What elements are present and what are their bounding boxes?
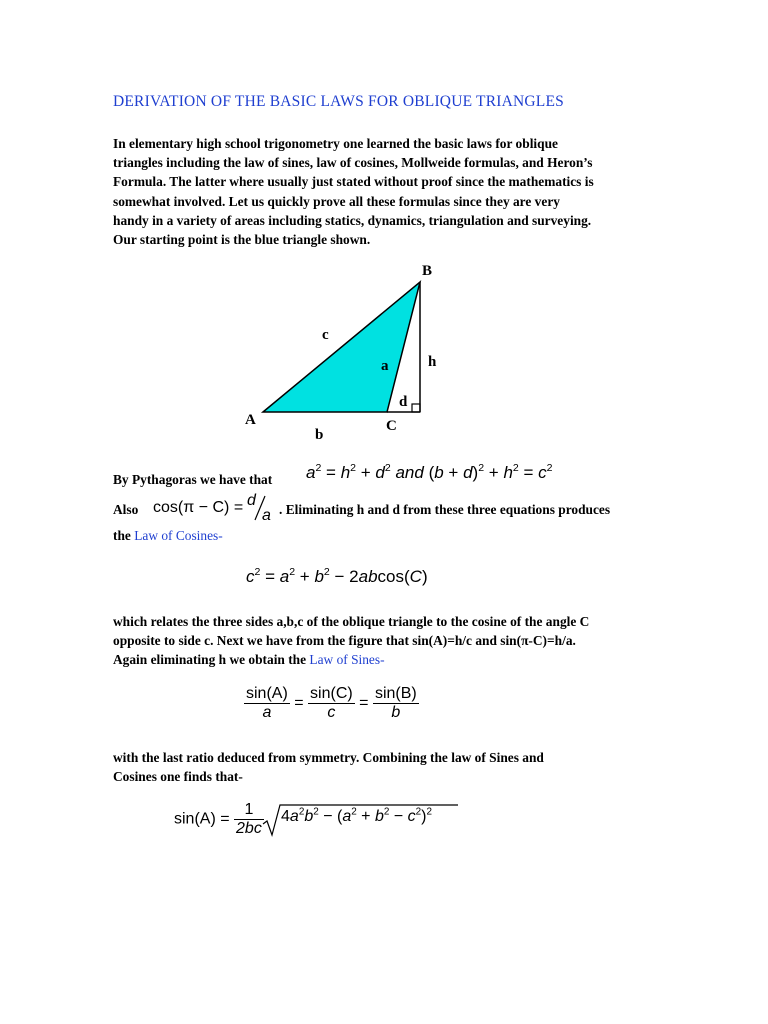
also-label: Also: [113, 502, 139, 517]
law-of-cosines-link[interactable]: Law of Cosines: [134, 528, 219, 543]
intro-paragraph: [113, 134, 673, 249]
sin-a-den: 2bc: [236, 820, 262, 837]
sines-den-b: b: [391, 704, 401, 721]
equals-sign: =: [294, 694, 304, 712]
sines-intro-prefix: Again eliminating h we obtain the: [113, 652, 310, 668]
intro-line: Our starting point is the blue triangle shown.: [113, 232, 371, 248]
sin-a-formula: [174, 801, 264, 838]
explanation-line: which relates the three sides a,b,c of the oblique triangle to the cosine of the angle C: [113, 614, 590, 629]
sin-a-num: 1: [234, 801, 264, 820]
combine-line: Cosines one finds that-: [113, 769, 243, 785]
sines-num-b: sin(B): [374, 685, 417, 702]
side-label-h: h: [428, 354, 437, 370]
page-title: DERIVATION OF THE BASIC LAWS FOR OBLIQUE TRIANGLES: [113, 93, 564, 110]
equals-sign: =: [359, 694, 369, 712]
sin-a-lhs: sin(A) =: [174, 810, 230, 828]
intro-line: somewhat involved. Let us quickly prove all these formulas since they are very: [113, 193, 560, 209]
sines-den-a: a: [262, 704, 272, 721]
intro-line: In elementary high school trigonometry one learned the basic laws for oblique: [113, 136, 558, 151]
intro-line: Formula. The latter where usually just stated without proof since the mathematics is: [113, 174, 594, 190]
side-label-c: c: [322, 327, 329, 343]
cosines-intro: [113, 528, 223, 544]
vertex-label-c: C: [386, 418, 397, 434]
pythagoras-text: By Pythagoras we have that: [113, 472, 273, 487]
law-of-sines-equation: [244, 685, 419, 722]
cosines-intro-prefix: the: [113, 528, 135, 543]
vertex-label-b: B: [422, 263, 433, 279]
sines-fraction-b: [373, 685, 419, 722]
pythagoras-line: [113, 472, 272, 488]
vertex-label-a: A: [245, 412, 256, 428]
law-of-cosines-equation: $c^2 = a^2 + b^2 - 2abcos(C)$: [246, 566, 428, 586]
sines-fraction-c: [308, 685, 355, 722]
law-of-sines-link[interactable]: Law of Sines: [309, 652, 381, 668]
cos-equation: [153, 499, 243, 517]
cosines-intro-suffix: -: [218, 528, 223, 543]
sines-intro: [113, 650, 673, 669]
intro-line: triangles including the law of sines, law of cosines, Mollweide formulas, and Heron’s: [113, 155, 593, 171]
cos-lhs: cos(π − C) =: [153, 499, 244, 516]
explanation-line: opposite to side c. Next we have from the figure that sin(A)=h/c and sin(π-C)=h/a.: [113, 633, 576, 649]
right-angle-marker: [412, 404, 420, 412]
and-word: and: [395, 463, 424, 482]
cos-frac-num: d: [247, 492, 256, 509]
side-label-d: d: [399, 394, 408, 410]
one-over-2bc: [234, 801, 264, 838]
cosines-explanation: [113, 612, 673, 670]
sines-num-c: sin(C): [310, 685, 353, 702]
side-label-a: a: [381, 358, 389, 374]
combine-line: with the last ratio deduced from symmetry. Combining the law of Sines and: [113, 750, 544, 765]
sines-num-a: sin(A): [246, 685, 288, 702]
side-label-b: b: [315, 427, 324, 443]
triangle-figure: [230, 255, 460, 445]
also-after-text: . Eliminating h and d from these three equations produces: [279, 502, 611, 517]
sines-den-c: c: [327, 704, 336, 721]
blue-triangle: [263, 282, 420, 412]
combine-paragraph: [113, 748, 673, 786]
sines-fraction-a: [244, 685, 290, 722]
sqrt-radicand: $4a^2b^2 - (a^2 + b^2 - c^2)^2$: [281, 806, 432, 825]
pythagoras-equation: $a^2 = h^2 + d^2$ and $(b + d)^2 + h^2 = c^2$: [306, 462, 553, 482]
sines-intro-suffix: -: [380, 652, 385, 668]
intro-line: handy in a variety of areas including statics, dynamics, triangulation and surveying.: [113, 212, 592, 228]
cos-frac-den: a: [262, 507, 271, 524]
